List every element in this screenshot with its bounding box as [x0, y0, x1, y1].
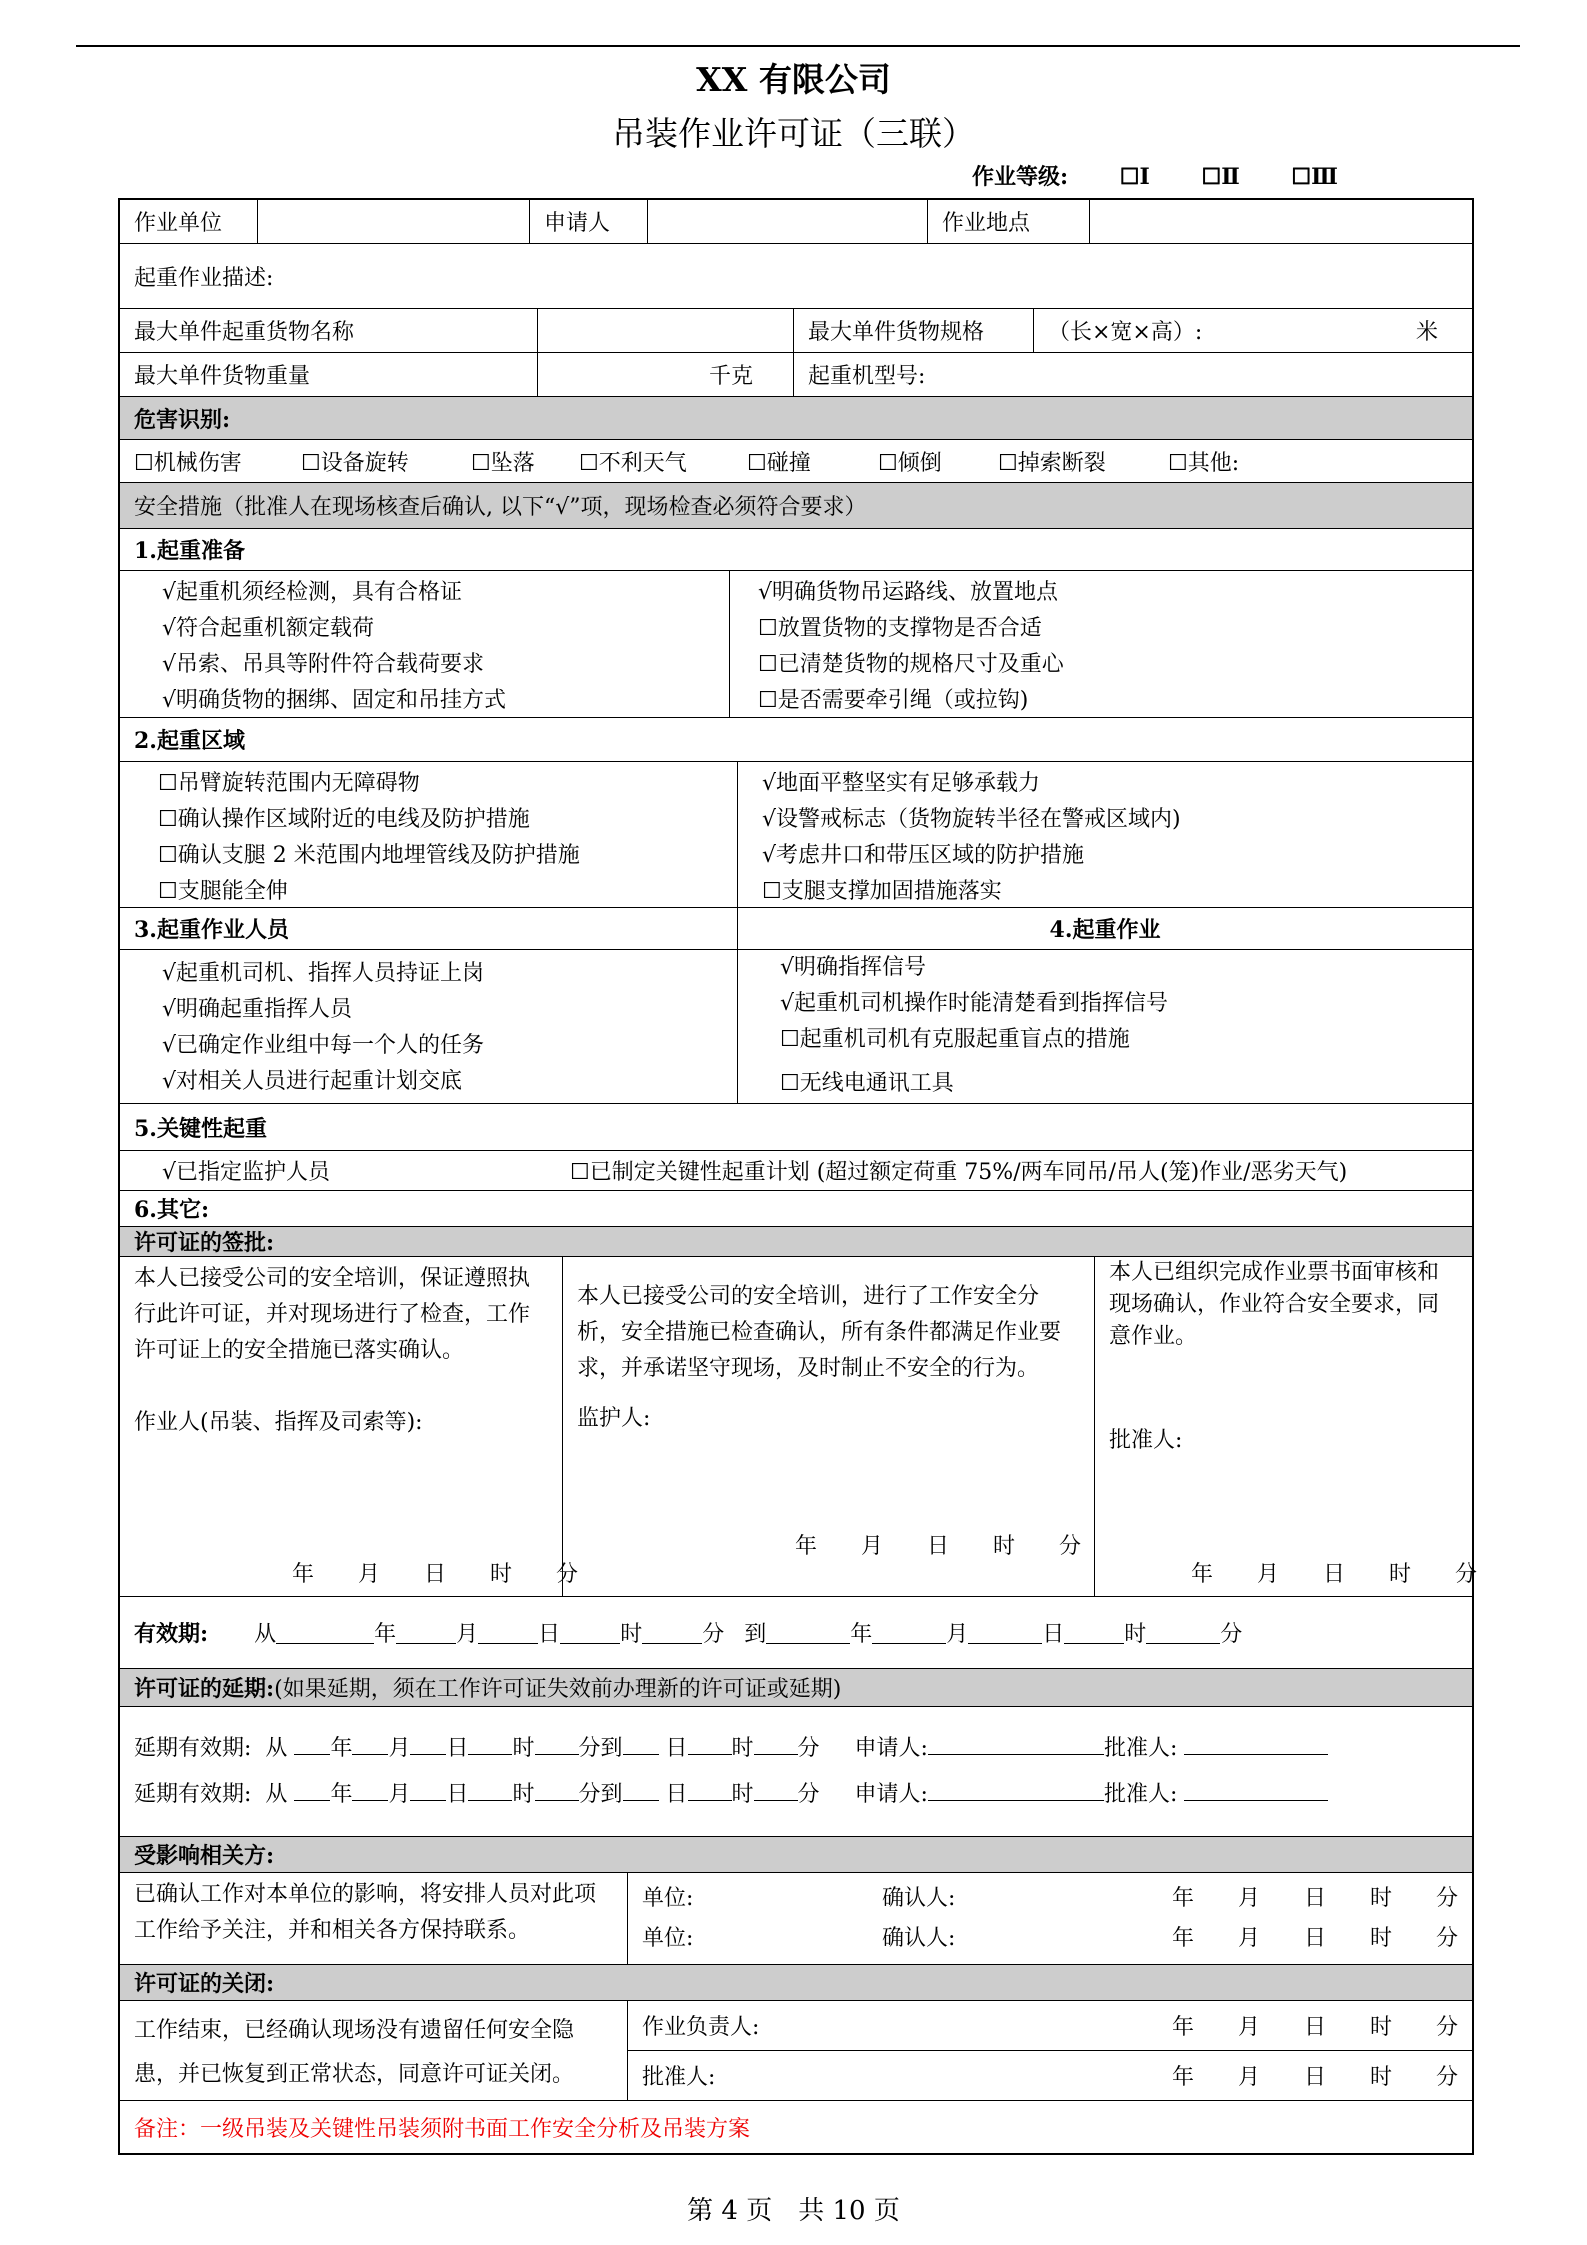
ext-hour: 时 — [512, 1781, 535, 1807]
ext-day: 日 — [446, 1735, 469, 1761]
grade-label: 作业等级: — [972, 164, 1069, 190]
form-title: 吊装作业许可证（三联） — [612, 114, 975, 153]
approver-statement: 本人已组织完成作业票书面审核和现场确认，作业符合安全要求，同意作业。 — [1109, 1260, 1440, 1349]
approval-header-row — [120, 1227, 1472, 1257]
affected-header: 受影响相关方: — [134, 1843, 275, 1869]
s3-item[interactable]: √明确起重指挥人员 — [162, 997, 353, 1022]
crane-model-label[interactable]: 起重机型号: — [808, 364, 926, 389]
s4-item[interactable]: √起重机司机操作时能清楚看到指挥信号 — [780, 991, 1169, 1016]
weight-unit: 千克 — [708, 364, 753, 389]
validity-year-2: 年 — [850, 1622, 873, 1647]
s5-left-item[interactable]: √已指定监护人员 — [162, 1160, 331, 1185]
info-row-4 — [120, 353, 1472, 397]
info-row-1 — [120, 200, 1472, 244]
affected-header-row — [120, 1837, 1472, 1873]
s1-title-row — [120, 529, 1472, 571]
s4-item[interactable]: ☐起重机司机有克服起重盲点的措施 — [780, 1027, 1130, 1052]
affected-sign-line[interactable] — [642, 1879, 1458, 1919]
hazard-tip-over[interactable]: ☐倾倒 — [878, 450, 942, 476]
ext-minute2: 分 — [797, 1735, 820, 1761]
hazard-sling-break[interactable]: ☐掉索断裂 — [998, 450, 1106, 476]
s2-right-item[interactable]: √地面平整坚实有足够承载力 — [762, 771, 1041, 796]
affected-unit: 单位: — [641, 1925, 694, 1951]
affected-sign-cell — [628, 1873, 1472, 1964]
location-label: 作业地点 — [928, 200, 1090, 243]
closing-date: 年 月 日 时 分 — [1171, 2015, 1458, 2040]
approver-sign-date[interactable]: 年 月 日 时 分 — [1191, 1562, 1478, 1587]
affected-date: 年 月 日 时 分 — [1171, 1925, 1458, 1951]
closing-body-row — [120, 2001, 1472, 2101]
ext-from: 从 — [265, 1781, 288, 1807]
s5-title-row — [120, 1104, 1472, 1151]
info-row-3 — [120, 309, 1472, 353]
s1-left-item[interactable]: √明确货物的捆绑、固定和吊挂方式 — [162, 688, 507, 713]
note: 备注：一级吊装及关键性吊装须附书面工作安全分析及吊装方案 — [134, 2116, 751, 2142]
desc-row — [120, 244, 1472, 309]
extension-header — [120, 1669, 1472, 1706]
safety-header-row — [120, 483, 1472, 529]
validity-minute-2: 分 — [1220, 1622, 1243, 1647]
ext-label: 延期有效期: — [134, 1781, 252, 1807]
validity-hour-2: 时 — [1124, 1622, 1147, 1647]
applicant-label: 申请人 — [530, 200, 648, 243]
work-grade — [972, 160, 1344, 191]
s4-item[interactable]: √明确指挥信号 — [780, 955, 927, 980]
hazard-other[interactable]: ☐其他: — [1168, 450, 1240, 476]
hazard-fall[interactable]: ☐坠落 — [471, 450, 535, 476]
s1-left — [120, 571, 730, 717]
hazard-header-row — [120, 397, 1472, 440]
hazard-header: 危害识别: — [134, 406, 231, 433]
s1-right-item[interactable]: ☐是否需要牵引绳（或拉钩) — [758, 688, 1029, 713]
grade-option-1[interactable]: ☐Ⅰ — [1119, 164, 1150, 190]
closing-approver-line[interactable] — [628, 2051, 1472, 2100]
ext-minute: 分到 — [578, 1735, 623, 1761]
grade-option-2[interactable]: ☐Ⅱ — [1201, 164, 1240, 190]
company-title: XX 有限公司 — [696, 60, 891, 99]
ext-month: 月 — [388, 1735, 411, 1761]
hazard-rotation[interactable]: ☐设备旋转 — [301, 450, 409, 476]
extension-header-row — [120, 1669, 1472, 1707]
closing-sign-cell — [628, 2001, 1472, 2100]
s2-title-row — [120, 718, 1472, 762]
ext-applicant: 申请人: — [854, 1781, 928, 1807]
s3-item[interactable]: √起重机司机、指挥人员持证上岗 — [162, 961, 485, 986]
guardian-statement: 本人已接受公司的安全培训，进行了工作安全分析，安全措施已检查确认，所有条件都满足作业要求，并承诺坚守现场，及时制止不安全的行为。 — [577, 1284, 1062, 1381]
worker-statement: 本人已接受公司的安全培训，保证遵照执行此许可证，并对现场进行了检查，工作许可证上的安全措施已落实确认。 — [134, 1266, 531, 1363]
ext-day2: 日 — [665, 1735, 688, 1761]
ext-day: 日 — [446, 1781, 469, 1807]
page-number: 第 4 页 共 10 页 — [687, 2196, 900, 2226]
extension-lines — [120, 1707, 1472, 1837]
validity-year: 年 — [374, 1622, 397, 1647]
s5-title: 5.关键性起重 — [134, 1115, 267, 1142]
s5-items-row — [120, 1151, 1472, 1191]
validity-hour: 时 — [620, 1622, 643, 1647]
applicant-field[interactable] — [648, 200, 928, 243]
s34-items-row — [120, 950, 1472, 1104]
affected-statement: 已确认工作对本单位的影响，将安排人员对此项工作给予关注，并和相关各方保持联系。 — [134, 1882, 597, 1943]
spec-m: 米 — [1415, 320, 1438, 345]
note-row — [120, 2101, 1472, 2153]
affected-unit: 单位: — [641, 1885, 694, 1911]
affected-confirm: 确认人: — [881, 1925, 956, 1951]
safety-header: 安全措施（批准人在现场核查后确认, 以下“√”项，现场检查必须符合要求） — [134, 495, 867, 520]
validity-to: 到 — [744, 1622, 767, 1647]
s5-right-item[interactable]: ☐已制定关键性起重计划 (超过额定荷重 75%/两车同吊/吊人(笼)作业/恶劣天气) — [570, 1160, 1348, 1185]
s3-item[interactable]: √对相关人员进行起重计划交底 — [162, 1069, 463, 1094]
s2-left-item[interactable]: ☐吊臂旋转范围内无障碍物 — [158, 771, 420, 796]
s6-title[interactable]: 6.其它: — [134, 1197, 210, 1223]
max-name-field[interactable] — [538, 309, 794, 352]
ext-year: 年 — [330, 1735, 353, 1761]
affected-statement-cell — [120, 1873, 628, 1964]
ext-applicant: 申请人: — [854, 1735, 928, 1761]
s2-right-item[interactable]: ☐支腿支撑加固措施落实 — [762, 879, 1002, 904]
extension-line-2[interactable] — [134, 1772, 1458, 1818]
s2-items-row — [120, 762, 1472, 908]
s2-right — [738, 762, 1472, 907]
worker-sign-date[interactable]: 年 月 日 时 分 — [292, 1562, 579, 1587]
extension-header-note: (如果延期，须在工作许可证失效前办理新的许可证或延期) — [274, 1677, 842, 1702]
s2-right-item[interactable]: √考虑井口和带压区域的防护措施 — [762, 843, 1085, 868]
affected-date: 年 月 日 时 分 — [1171, 1885, 1458, 1911]
hazard-mechanical[interactable]: ☐机械伤害 — [134, 450, 242, 476]
validity-from: 从 — [254, 1622, 277, 1647]
guardian-sign-date[interactable]: 年 月 日 时 分 — [795, 1534, 1082, 1559]
s1-right-item[interactable]: √明确货物吊运路线、放置地点 — [758, 580, 1059, 605]
ext-hour2: 时 — [731, 1781, 754, 1807]
approval-header: 许可证的签批: — [134, 1230, 275, 1256]
s6-row — [120, 1191, 1472, 1227]
s4-items — [738, 950, 1472, 1103]
s2-right-item[interactable]: √设警戒标志（货物旋转半径在警戒区域内) — [762, 807, 1181, 832]
s1-left-item[interactable]: √吊索、吊具等附件符合载荷要求 — [162, 652, 485, 677]
s1-left-item[interactable]: √符合起重机额定载荷 — [162, 616, 375, 641]
ext-month: 月 — [388, 1781, 411, 1807]
s2-title: 2.起重区域 — [134, 728, 245, 754]
approval-body-row — [120, 1257, 1478, 1597]
guardian-sign-label[interactable]: 监护人: — [577, 1406, 651, 1431]
grade-option-3[interactable]: ☐Ⅲ — [1291, 164, 1338, 190]
validity-day: 日 — [538, 1622, 561, 1647]
max-name-label: 最大单件起重货物名称 — [120, 309, 538, 352]
approval-col-worker — [120, 1257, 579, 1596]
closing-date: 年 月 日 时 分 — [1171, 2065, 1458, 2090]
ext-day2: 日 — [665, 1781, 688, 1807]
s5-items — [120, 1151, 1472, 1190]
closing-header-row — [120, 1965, 1472, 2001]
s2-left-item[interactable]: ☐确认操作区域附近的电线及防护措施 — [158, 807, 530, 832]
ext-approver: 批准人: — [1103, 1735, 1178, 1761]
s3-title: 3.起重作业人员 — [120, 908, 738, 949]
closing-leader-line[interactable] — [628, 2001, 1472, 2051]
ext-from: 从 — [265, 1735, 288, 1761]
closing-approver: 批准人: — [641, 2065, 716, 2090]
unit-label: 作业单位 — [120, 200, 258, 243]
affected-sign-line[interactable] — [642, 1919, 1458, 1959]
validity-minute: 分 — [702, 1622, 725, 1647]
ext-minute: 分到 — [578, 1781, 623, 1807]
permit-form — [118, 198, 1478, 2155]
validity[interactable] — [120, 1597, 1472, 1668]
hazard-collision[interactable]: ☐碰撞 — [747, 450, 811, 476]
max-weight-label: 最大单件货物重量 — [120, 353, 538, 396]
validity-label: 有效期: — [134, 1621, 209, 1647]
closing-header: 许可证的关闭: — [134, 1971, 275, 1997]
approver-sign-label[interactable]: 批准人: — [1109, 1428, 1183, 1453]
worker-sign-label[interactable]: 作业人(吊装、指挥及司索等): — [134, 1410, 423, 1435]
s3-items — [120, 950, 738, 1103]
hazard-weather[interactable]: ☐不利天气 — [579, 450, 687, 476]
validity-month: 月 — [456, 1622, 479, 1647]
affected-body-row — [120, 1873, 1472, 1965]
s4-item[interactable]: ☐无线电通讯工具 — [780, 1071, 954, 1096]
s2-left-item[interactable]: ☐确认支腿 2 米范围内地埋管线及防护措施 — [158, 843, 580, 868]
affected-confirm: 确认人: — [881, 1885, 956, 1911]
max-spec-label: 最大单件货物规格 — [794, 309, 1034, 352]
max-spec-field[interactable] — [1034, 309, 1472, 352]
extension-line-1[interactable] — [134, 1726, 1458, 1772]
validity-row — [120, 1597, 1472, 1669]
ext-hour: 时 — [512, 1735, 535, 1761]
approval-col-approver — [1095, 1257, 1478, 1596]
approval-col-guardian — [563, 1257, 1095, 1596]
s3-item[interactable]: √已确定作业组中每一个人的任务 — [162, 1033, 485, 1058]
closing-leader: 作业负责人: — [641, 2015, 760, 2040]
top-rule — [76, 45, 1520, 47]
ext-minute2: 分 — [797, 1781, 820, 1807]
ext-hour2: 时 — [731, 1735, 754, 1761]
hazard-items — [120, 440, 1472, 482]
desc-label[interactable]: 起重作业描述: — [134, 265, 274, 291]
s1-title: 1.起重准备 — [134, 538, 245, 564]
ext-year: 年 — [330, 1781, 353, 1807]
extension-header-title: 许可证的延期: — [134, 1676, 275, 1702]
s1-right-item[interactable]: ☐放置货物的支撑物是否合适 — [758, 616, 1042, 641]
s2-left-item[interactable]: ☐支腿能全伸 — [158, 879, 288, 904]
s4-title: 4.起重作业 — [1049, 917, 1161, 943]
spec-unit: （长×宽×高）: — [1048, 320, 1203, 345]
validity-day-2: 日 — [1042, 1622, 1065, 1647]
ext-approver: 批准人: — [1103, 1781, 1178, 1807]
s2-left — [120, 762, 738, 907]
ext-label: 延期有效期: — [134, 1735, 252, 1761]
s1-items-row — [120, 571, 1472, 718]
location-field[interactable] — [1090, 200, 1472, 243]
validity-month-2: 月 — [946, 1622, 969, 1647]
max-weight-field[interactable] — [538, 353, 794, 396]
s1-right-item[interactable]: ☐已清楚货物的规格尺寸及重心 — [758, 652, 1064, 677]
s1-left-item[interactable]: √起重机须经检测，具有合格证 — [162, 580, 463, 605]
unit-field[interactable] — [258, 200, 530, 243]
s34-title-row — [120, 908, 1472, 950]
closing-statement-cell — [120, 2001, 628, 2100]
s1-right — [730, 571, 1472, 717]
closing-statement: 工作结束，已经确认现场没有遗留任何安全隐患，并已恢复到正常状态，同意许可证关闭。 — [134, 2018, 575, 2087]
hazard-items-row — [120, 440, 1472, 483]
